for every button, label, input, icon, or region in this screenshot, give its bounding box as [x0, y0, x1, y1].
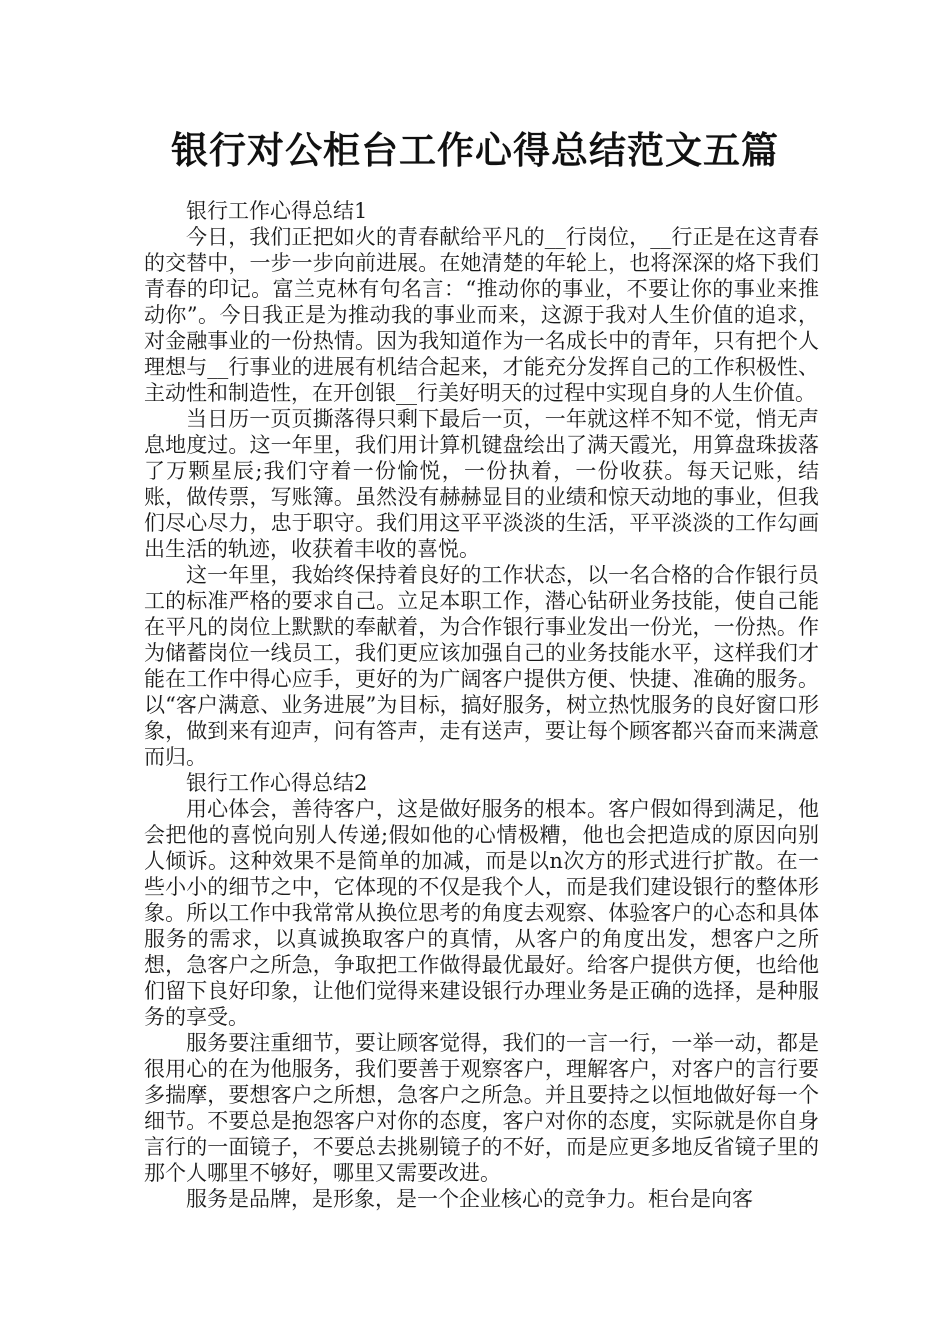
- paragraph: 今日，我们正把如火的青春献给平凡的__行岗位，__行正是在这青春的交替中，一步一步向前进展。在她清楚的年轮上，也将深深的烙下我们青春的印记。富兰克林有句名言：“推动你的事业，不要让你的事业来推动你”。今日我正是为推动我的事业而来，这源于我对人生价值的追求，对金融事业的一份热情。因为我知道作为一名成长中的青年，只有把个人理想与__行事业的进展有机结合起来，才能充分发挥自己的工作积极性、主动性和制造性，在开创银__行美好明天的过程中实现自身的人生价值。: [144, 225, 819, 405]
- paragraph: 这一年里，我始终保持着良好的工作状态，以一名合格的合作银行员工的标准严格的要求自己。立足本职工作，潜心钻研业务技能，使自己能在平凡的岗位上默默的奉献着，为合作银行事业发出一份光，一份热。作为储蓄岗位一线员工，我们更应该加强自己的业务技能水平，这样我们才能在工作中得心应手，更好的为广阔客户提供方便、快捷、准确的服务。以“客户满意、业务进展”为目标，搞好服务，树立热忱服务的良好窗口形象，做到来有迎声，问有答声，走有送声，要让每个顾客都兴奋而来满意而归。: [144, 563, 819, 769]
- section-heading: 银行工作心得总结2: [186, 771, 368, 795]
- document-body: [144, 198, 819, 1212]
- paragraph: 服务是品牌，是形象，是一个企业核心的竞争力。柜台是向客: [186, 1187, 753, 1211]
- paragraph: 用心体会，善待客户，这是做好服务的根本。客户假如得到满足，他会把他的喜悦向别人传递;假如他的心情极糟，他也会把造成的原因向别人倾诉。这种效果不是简单的加减，而是以n次方的形式进行扩散。在一些小小的细节之中，它体现的不仅是我个人，而是我们建设银行的整体形象。所以工作中我常常从换位思考的角度去观察、体验客户的心态和具体服务的需求，以真诚换取客户的真情，从客户的角度出发，想客户之所想，急客户之所急，争取把工作做得最优最好。给客户提供方便，也给他们留下良好印象，让他们觉得来建设银行办理业务是正确的选择，是种服务的享受。: [144, 797, 819, 1029]
- document-title: 银行对公柜台工作心得总结范文五篇: [171, 129, 779, 172]
- paragraph: 服务要注重细节，要让顾客觉得，我们的一言一行，一举一动，都是很用心的在为他服务，我们要善于观察客户，理解客户，对客户的言行要多揣摩，要想客户之所想，急客户之所急。并且要持之以恒地做好每一个细节。不要总是抱怨客户对你的态度，客户对你的态度，实际就是你自身言行的一面镜子，不要总去挑剔镜子的不好，而是应更多地反省镜子里的那个人哪里不够好，哪里又需要改进。: [144, 1031, 819, 1185]
- section-heading: 银行工作心得总结1: [186, 199, 368, 223]
- paragraph: 当日历一页页撕落得只剩下最后一页，一年就这样不知不觉，悄无声息地度过。这一年里，我们用计算机键盘绘出了满天霞光，用算盘珠拔落了万颗星辰;我们守着一份愉悦，一份执着，一份收获。每天记账，结账，做传票，写账簿。虽然没有赫赫显目的业绩和惊天动地的事业，但我们尽心尽力，忠于职守。我们用这平平淡淡的生活，平平淡淡的工作勾画出生活的轨迹，收获着丰收的喜悦。: [144, 407, 819, 561]
